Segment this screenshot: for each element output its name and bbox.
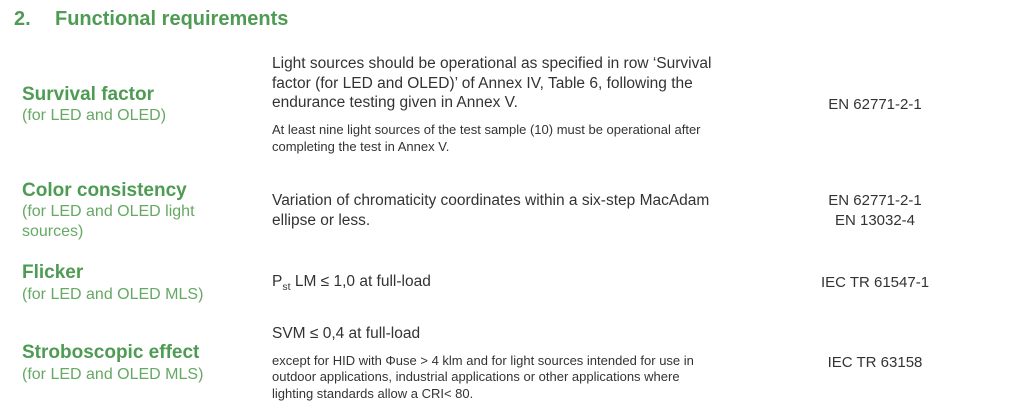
requirement-text: SVM ≤ 0,4 at full-load	[272, 324, 421, 342]
requirement-note: except for HID with Φuse > 4 klm and for light sources intended for use in outdoor applications, industrial applications or other applications where lighting standards allow a CRI< 80.	[272, 352, 694, 402]
requirement-text: Light sources should be operational as specified in row ‘Survival factor (for LED and OLED)’ of Annex IV, Table 6, following the endurance testing given in Annex V.	[272, 55, 712, 112]
standard-ref: EN 13032-4	[834, 212, 916, 229]
requirements-table	[8, 45, 1016, 412]
standard-ref: IEC TR 63158	[827, 354, 923, 372]
row-scope: (for LED and OLED light sources)	[22, 203, 195, 241]
requirement-cell-flicker	[258, 257, 728, 310]
pst-symbol: P	[272, 273, 283, 291]
standard-cell-survival-factor	[734, 45, 1016, 165]
page-title	[14, 8, 288, 31]
row-header-cell-color-consistency	[8, 170, 252, 252]
requirement-text	[272, 272, 712, 294]
standard-cell-flicker	[734, 257, 1016, 310]
requirement-text: Variation of chromaticity coordinates within a six-step MacAdam ellipse or less.	[272, 192, 710, 229]
standard-ref: EN 62771-2-1	[828, 191, 922, 209]
pst-subscript: st	[282, 281, 291, 294]
row-scope: (for LED and OLED MLS)	[22, 285, 204, 303]
standard-ref: EN 62771-2-1	[828, 95, 922, 113]
standard-cell-stroboscopic-effect	[734, 315, 1016, 412]
row-heading: Color consistency	[22, 179, 187, 201]
standard-ref: IEC TR 61547-1	[820, 274, 930, 292]
flicker-limit-text: LM ≤ 1,0 at full-load	[290, 273, 431, 291]
requirement-note: At least nine light sources of the test sample (10) must be operational after completing the test in Annex V.	[272, 122, 701, 154]
row-heading: Flicker	[22, 262, 84, 284]
requirement-cell-color-consistency	[258, 170, 728, 252]
standard-cell-color-consistency	[734, 170, 1016, 252]
row-scope: (for LED and OLED)	[22, 107, 167, 125]
page-title-number: 2.	[14, 8, 31, 30]
requirement-cell-stroboscopic-effect	[258, 315, 728, 412]
row-heading: Survival factor	[22, 83, 154, 105]
requirement-cell-survival-factor	[258, 45, 728, 165]
row-scope: (for LED and OLED MLS)	[22, 365, 204, 383]
row-heading: Stroboscopic effect	[22, 342, 200, 364]
page-title-text: Functional requirements	[55, 8, 289, 30]
row-header-cell-survival-factor	[8, 45, 252, 165]
row-header-cell-stroboscopic-effect	[8, 315, 252, 412]
row-header-cell-flicker	[8, 257, 252, 310]
